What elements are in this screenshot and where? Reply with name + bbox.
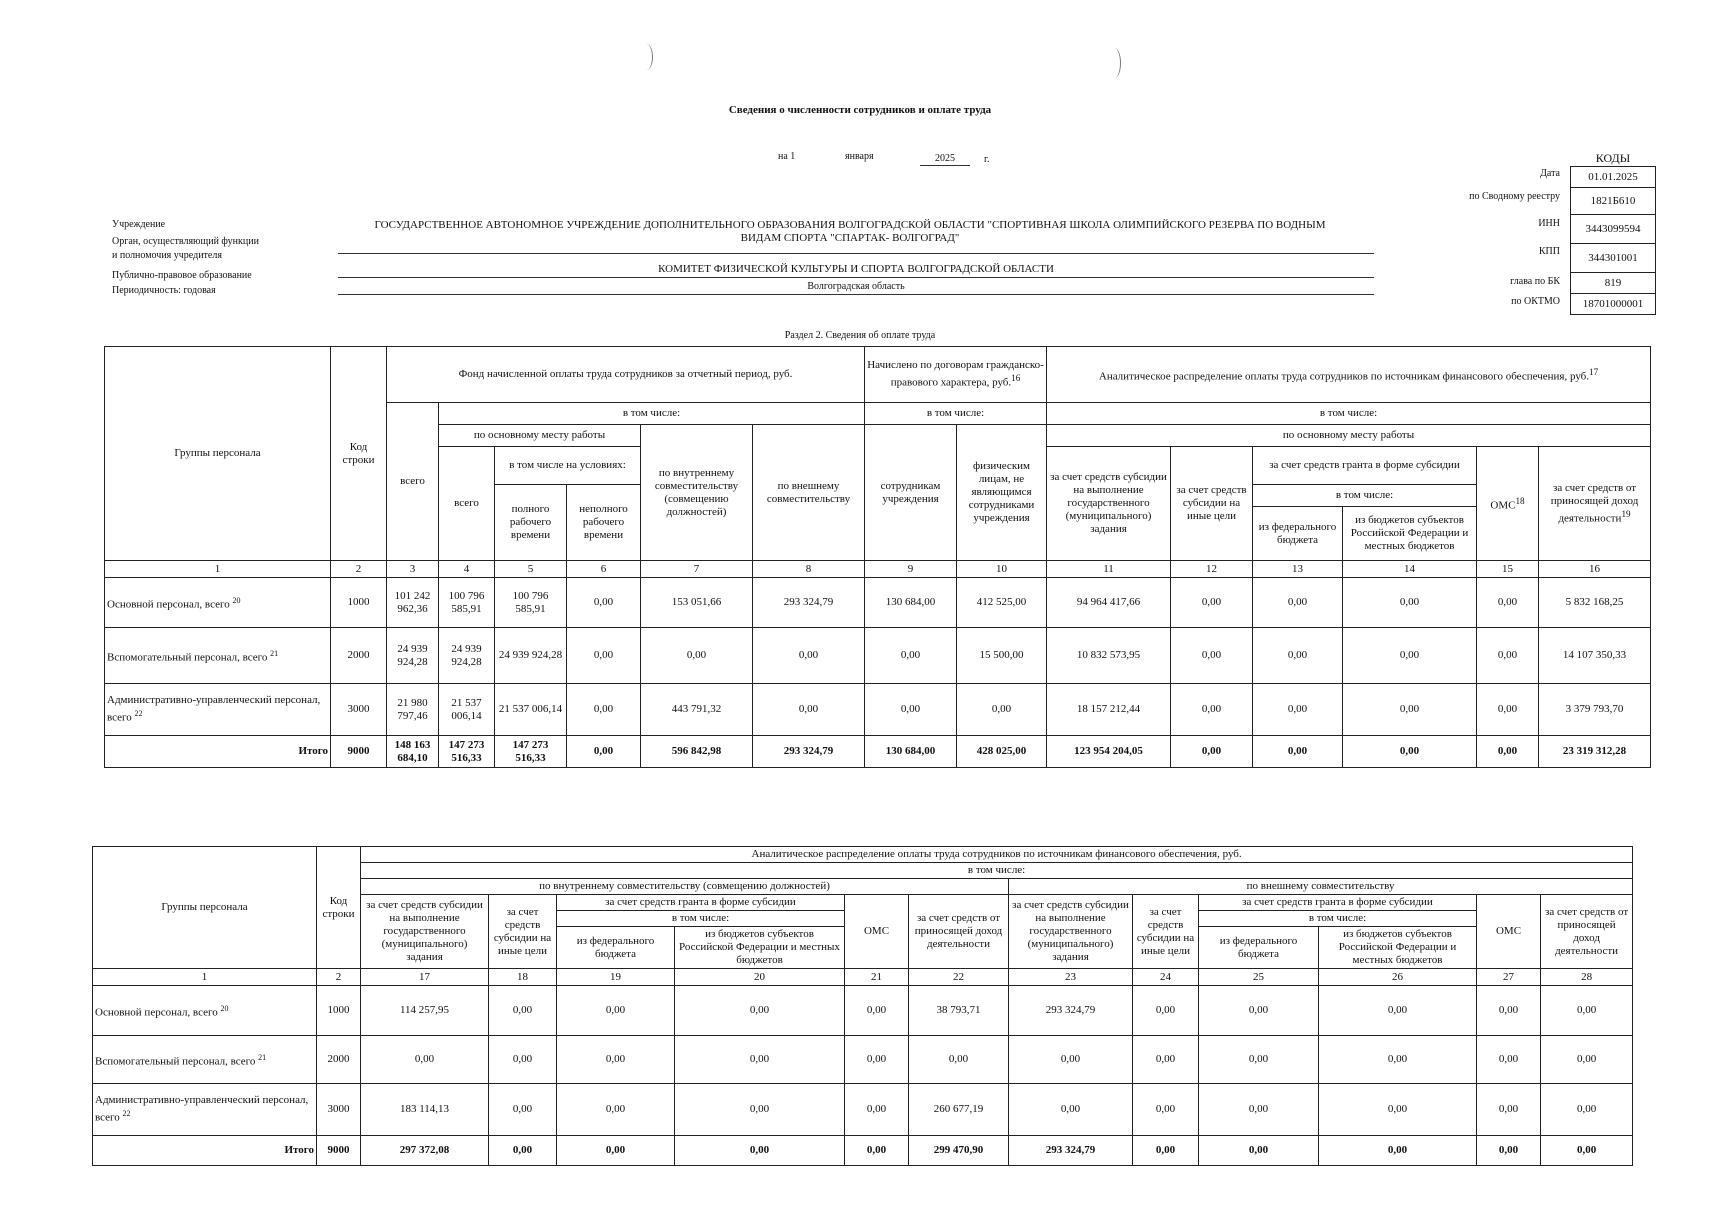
- date-prefix: на 1: [778, 151, 796, 162]
- row-code: 1000: [317, 986, 361, 1036]
- row-value-cell: 147 273 516,33: [495, 736, 567, 768]
- row-value-cell: 0,00: [1009, 1036, 1133, 1084]
- row-value-cell: 5 832 168,25: [1539, 578, 1651, 628]
- t2-h-anal: Аналитическое распределение оплаты труда сотрудников по источникам финансового обеспечения, руб.: [361, 847, 1633, 863]
- code-value-registry: 1821Б610: [1571, 188, 1656, 215]
- t2-h-ext-fed: из федерального бюджета: [1199, 927, 1319, 969]
- t1-colnum: 7: [641, 561, 753, 578]
- t1-h-oms-text: ОМС: [1490, 499, 1516, 512]
- row-group-label: Административно-управленческий персонал, всего: [95, 1094, 309, 1124]
- t2-colnum: 17: [361, 969, 489, 986]
- row-value-cell: 297 372,08: [361, 1136, 489, 1166]
- t1-row-aux: [105, 628, 1651, 684]
- row-group-name: [105, 684, 331, 736]
- row-value-cell: 0,00: [1253, 684, 1343, 736]
- row-value-cell: 0,00: [845, 1036, 909, 1084]
- row-footnote-ref: 22: [134, 709, 143, 719]
- row-code: 1000: [331, 578, 387, 628]
- row-value-cell: 0,00: [489, 986, 557, 1036]
- t1-h-external: по внешнему совместительству: [753, 425, 865, 561]
- code-label-oktmo: по ОКТМО: [1511, 296, 1560, 307]
- row-value-cell: 596 842,98: [641, 736, 753, 768]
- t2-colnum: 24: [1133, 969, 1199, 986]
- t1-h-fund-total: всего: [387, 403, 439, 561]
- row-value-cell: 0,00: [1343, 578, 1477, 628]
- t1-h-subsidy-task: за счет средств субсидии на выполнение государственного (муниципального) задания: [1047, 447, 1171, 561]
- row-value-cell: 299 470,90: [909, 1136, 1009, 1166]
- code-label-inn: ИНН: [1538, 218, 1560, 229]
- row-value-cell: 0,00: [957, 684, 1047, 736]
- t1-h-fund-incl: в том числе:: [439, 403, 865, 425]
- row-value-cell: 24 939 924,28: [439, 628, 495, 684]
- row-value-cell: 293 324,79: [1009, 1136, 1133, 1166]
- t1-h-gph: [865, 347, 1047, 403]
- t2-h-incl: в том числе:: [361, 863, 1633, 879]
- codes-table: [1570, 166, 1656, 315]
- t1-h-gph-sup: 16: [1011, 373, 1021, 384]
- t1-colnum: 2: [331, 561, 387, 578]
- t1-h-incl-cond: в том числе на условиях:: [495, 447, 641, 485]
- t1-h-individuals: физическим лицам, не являющимся сотрудниками учреждения: [957, 425, 1047, 561]
- t1-h-income-sup: 19: [1621, 508, 1631, 519]
- t1-h-groups: Группы персонала: [105, 347, 331, 561]
- row-value-cell: 0,00: [1477, 1136, 1541, 1166]
- t2-h-ext-reg: из бюджетов субъектов Российской Федерации и местных бюджетов: [1319, 927, 1477, 969]
- t1-row-total: [105, 736, 1651, 768]
- t1-h-main: по основному месту работы: [439, 425, 641, 447]
- t2-h-ext-grant: за счет средств гранта в форме субсидии: [1199, 895, 1477, 911]
- row-value-cell: 0,00: [1171, 736, 1253, 768]
- row-value-cell: 0,00: [753, 684, 865, 736]
- row-value-cell: 21 537 006,14: [495, 684, 567, 736]
- row-footnote-ref: 21: [258, 1052, 267, 1062]
- row-value-cell: 0,00: [1199, 1036, 1319, 1084]
- t1-h-fed: из федерального бюджета: [1253, 507, 1343, 561]
- row-value-cell: 14 107 350,33: [1539, 628, 1651, 684]
- t1-h-fund: Фонд начисленной оплаты труда сотрудников за отчетный период, руб.: [387, 347, 865, 403]
- row-group-name: [93, 1036, 317, 1084]
- row-value-cell: 0,00: [489, 1084, 557, 1136]
- row-value-cell: 0,00: [753, 628, 865, 684]
- row-value-cell: 100 796 585,91: [495, 578, 567, 628]
- row-value-cell: 0,00: [1477, 736, 1539, 768]
- row-value-cell: 0,00: [1319, 1136, 1477, 1166]
- row-group-name: [93, 1084, 317, 1136]
- row-code: 3000: [331, 684, 387, 736]
- row-value-cell: 130 684,00: [865, 578, 957, 628]
- founder-underline: [338, 277, 1374, 278]
- row-value-cell: 0,00: [1199, 1084, 1319, 1136]
- row-value-cell: 0,00: [1541, 986, 1633, 1036]
- t2-h-internal: по внутреннему совместительству (совмещению должностей): [361, 879, 1009, 895]
- date-year: 2025: [920, 153, 970, 166]
- t2-h-int-reg: из бюджетов субъектов Российской Федерации и местных бюджетов: [675, 927, 845, 969]
- row-value-cell: 100 796 585,91: [439, 578, 495, 628]
- t2-row-main: [93, 986, 1633, 1036]
- row-value-cell: 293 324,79: [1009, 986, 1133, 1036]
- row-footnote-ref: 22: [122, 1109, 131, 1119]
- row-value-cell: 15 500,00: [957, 628, 1047, 684]
- row-value-cell: 23 319 312,28: [1539, 736, 1651, 768]
- row-value-cell: 0,00: [1171, 578, 1253, 628]
- row-value-cell: 0,00: [1133, 1036, 1199, 1084]
- date-suffix: г.: [984, 154, 990, 165]
- row-code: 9000: [317, 1136, 361, 1166]
- row-code: 2000: [331, 628, 387, 684]
- t2-colnum: 20: [675, 969, 845, 986]
- t2-h-code: Код строки: [317, 847, 361, 969]
- row-value-cell: 0,00: [557, 1084, 675, 1136]
- code-label-date: Дата: [1540, 168, 1560, 179]
- row-value-cell: 10 832 573,95: [1047, 628, 1171, 684]
- row-value-cell: 0,00: [1477, 1084, 1541, 1136]
- row-value-cell: 0,00: [1133, 1084, 1199, 1136]
- row-value-cell: 0,00: [557, 986, 675, 1036]
- row-group-name: [105, 736, 331, 768]
- t2-h-int-fed: из федерального бюджета: [557, 927, 675, 969]
- row-value-cell: 0,00: [1171, 628, 1253, 684]
- row-value-cell: 0,00: [845, 1084, 909, 1136]
- institution-underline: [338, 253, 1374, 254]
- row-value-cell: 0,00: [489, 1136, 557, 1166]
- t1-colnum: 14: [1343, 561, 1477, 578]
- t2-colnum: 1: [93, 969, 317, 986]
- t1-colnum: 13: [1253, 561, 1343, 578]
- row-value-cell: 0,00: [489, 1036, 557, 1084]
- t2-colnum: 23: [1009, 969, 1133, 986]
- t1-h-part: неполного рабочего времени: [567, 485, 641, 561]
- t1-colnum: 1: [105, 561, 331, 578]
- code-value-inn: 3443099594: [1571, 215, 1656, 244]
- t2-colnum: 27: [1477, 969, 1541, 986]
- t1-col-numbers: [105, 561, 1651, 578]
- row-value-cell: 0,00: [865, 684, 957, 736]
- code-value-kpp: 344301001: [1571, 244, 1656, 273]
- code-label-bk: глава по БК: [1510, 276, 1560, 287]
- row-value-cell: 101 242 962,36: [387, 578, 439, 628]
- label-period: Периодичность: годовая: [112, 285, 216, 296]
- row-value-cell: 24 939 924,28: [495, 628, 567, 684]
- t2-h-ext-grant-incl: в том числе:: [1199, 911, 1477, 927]
- row-value-cell: 0,00: [1253, 578, 1343, 628]
- t2-h-ext-subsidy-other: за счет средств субсидии на иные цели: [1133, 895, 1199, 969]
- t2-h-groups: Группы персонала: [93, 847, 317, 969]
- entity-underline: [338, 294, 1374, 295]
- label-institution: Учреждение: [112, 219, 166, 230]
- row-code: 2000: [317, 1036, 361, 1084]
- payroll-table-2: [92, 846, 1633, 1166]
- row-value-cell: 0,00: [1343, 628, 1477, 684]
- t1-h-income: [1539, 447, 1651, 561]
- t1-h-full: полного рабочего времени: [495, 485, 567, 561]
- row-value-cell: 24 939 924,28: [387, 628, 439, 684]
- row-value-cell: 183 114,13: [361, 1084, 489, 1136]
- t2-colnum: 2: [317, 969, 361, 986]
- t1-row-main: [105, 578, 1651, 628]
- row-value-cell: 0,00: [1199, 986, 1319, 1036]
- founder-name: КОМИТЕТ ФИЗИЧЕСКОЙ КУЛЬТУРЫ И СПОРТА ВОЛГОГРАДСКОЙ ОБЛАСТИ: [658, 263, 1054, 275]
- t1-h-internal: по внутреннему совместительству (совмещению должностей): [641, 425, 753, 561]
- row-value-cell: 0,00: [1319, 986, 1477, 1036]
- institution-name-2: ВИДАМ СПОРТА "СПАРТАК- ВОЛГОГРАД": [740, 232, 960, 244]
- row-value-cell: 94 964 417,66: [1047, 578, 1171, 628]
- entity-name: Волгоградская область: [807, 281, 905, 292]
- row-value-cell: 412 525,00: [957, 578, 1047, 628]
- t2-h-int-oms: ОМС: [845, 895, 909, 969]
- t1-colnum: 8: [753, 561, 865, 578]
- row-value-cell: 0,00: [1541, 1036, 1633, 1084]
- label-founder-1: Орган, осуществляющий функции: [112, 236, 259, 247]
- t1-h-employees: сотрудникам учреждения: [865, 425, 957, 561]
- t1-h-oms-sup: 18: [1515, 495, 1525, 506]
- t1-colnum: 16: [1539, 561, 1651, 578]
- row-value-cell: 293 324,79: [753, 736, 865, 768]
- row-value-cell: 0,00: [1343, 684, 1477, 736]
- label-founder-2: и полномочия учредителя: [112, 250, 222, 261]
- t1-colnum: 3: [387, 561, 439, 578]
- row-value-cell: 0,00: [675, 1036, 845, 1084]
- row-value-cell: 0,00: [1477, 684, 1539, 736]
- row-footnote-ref: 21: [270, 648, 279, 658]
- row-value-cell: 0,00: [1133, 1136, 1199, 1166]
- row-group-name: [105, 628, 331, 684]
- row-group-label: Основной персонал, всего: [95, 1006, 218, 1019]
- row-group-label: Административно-управленческий персонал, всего: [107, 694, 321, 724]
- row-value-cell: 0,00: [567, 684, 641, 736]
- row-value-cell: 443 791,32: [641, 684, 753, 736]
- row-group-label: Основной персонал, всего: [107, 598, 230, 611]
- t1-h-anal: [1047, 347, 1651, 403]
- t2-colnum: 18: [489, 969, 557, 986]
- t1-colnum: 11: [1047, 561, 1171, 578]
- row-value-cell: 0,00: [1253, 628, 1343, 684]
- institution-name-1: ГОСУДАРСТВЕННОЕ АВТОНОМНОЕ УЧРЕЖДЕНИЕ ДОПОЛНИТЕЛЬНОГО ОБРАЗОВАНИЯ ВОЛГОГРАДСКОЙ ОБЛАСТИ "СПОРТИВНАЯ ШКОЛА ОЛИМПИЙСКОГО РЕЗЕРВА ПО ВОДНЫМ: [374, 219, 1326, 231]
- t2-h-ext-subsidy-task: за счет средств субсидии на выполнение государственного (муниципального) задания: [1009, 895, 1133, 969]
- row-group-name: [105, 578, 331, 628]
- code-value-bk: 819: [1571, 273, 1656, 294]
- row-value-cell: 130 684,00: [865, 736, 957, 768]
- t1-colnum: 5: [495, 561, 567, 578]
- t2-h-int-grant: за счет средств гранта в форме субсидии: [557, 895, 845, 911]
- row-code: 9000: [331, 736, 387, 768]
- t2-colnum: 22: [909, 969, 1009, 986]
- row-value-cell: 0,00: [361, 1036, 489, 1084]
- t1-h-subsidy-other: за счет средств субсидии на иные цели: [1171, 447, 1253, 561]
- row-value-cell: 0,00: [567, 628, 641, 684]
- row-value-cell: 0,00: [1171, 684, 1253, 736]
- row-value-cell: 0,00: [1477, 578, 1539, 628]
- row-value-cell: 0,00: [675, 1084, 845, 1136]
- section-title: Раздел 2. Сведения об оплате труда: [784, 330, 936, 341]
- row-value-cell: 3 379 793,70: [1539, 684, 1651, 736]
- t2-h-int-subsidy-task: за счет средств субсидии на выполнение государственного (муниципального) задания: [361, 895, 489, 969]
- row-value-cell: 148 163 684,10: [387, 736, 439, 768]
- row-group-name: [93, 986, 317, 1036]
- page-title: Сведения о численности сотрудников и оплате труда: [728, 104, 992, 116]
- t1-colnum: 4: [439, 561, 495, 578]
- t1-h-reg: из бюджетов субъектов Российской Федерации и местных бюджетов: [1343, 507, 1477, 561]
- row-value-cell: 0,00: [567, 736, 641, 768]
- t1-row-admin: [105, 684, 1651, 736]
- t1-h-code: Код строки: [331, 347, 387, 561]
- row-value-cell: 428 025,00: [957, 736, 1047, 768]
- t2-h-int-income: за счет средств от приносящей доход деятельности: [909, 895, 1009, 969]
- row-group-label: Вспомогательный персонал, всего: [95, 1055, 256, 1068]
- row-value-cell: 123 954 204,05: [1047, 736, 1171, 768]
- row-value-cell: 293 324,79: [753, 578, 865, 628]
- codes-header: КОДЫ: [1595, 151, 1631, 165]
- t1-h-income-text: за счет средств от приносящей доход деятельности: [1550, 481, 1639, 525]
- t2-col-numbers: [93, 969, 1633, 986]
- row-value-cell: 0,00: [1133, 986, 1199, 1036]
- row-value-cell: 38 793,71: [909, 986, 1009, 1036]
- code-label-kpp: КПП: [1538, 246, 1560, 257]
- row-value-cell: 0,00: [1319, 1084, 1477, 1136]
- t1-h-main-total: всего: [439, 447, 495, 561]
- t2-h-int-grant-incl: в том числе:: [557, 911, 845, 927]
- punch-mark-right: [1108, 48, 1121, 78]
- row-value-cell: 0,00: [865, 628, 957, 684]
- t1-h-gph-text: Начислено по договорам гражданско-правового характера, руб.: [867, 359, 1044, 389]
- t1-colnum: 9: [865, 561, 957, 578]
- t1-colnum: 12: [1171, 561, 1253, 578]
- t1-h-gph-incl: в том числе:: [865, 403, 1047, 425]
- t2-colnum: 19: [557, 969, 675, 986]
- row-value-cell: 260 677,19: [909, 1084, 1009, 1136]
- punch-mark-left: [640, 44, 653, 70]
- row-value-cell: 0,00: [1253, 736, 1343, 768]
- row-value-cell: 0,00: [567, 578, 641, 628]
- row-value-cell: 21 537 006,14: [439, 684, 495, 736]
- row-value-cell: 0,00: [557, 1136, 675, 1166]
- row-value-cell: 0,00: [557, 1036, 675, 1084]
- row-value-cell: 0,00: [845, 986, 909, 1036]
- row-value-cell: 147 273 516,33: [439, 736, 495, 768]
- t2-colnum: 21: [845, 969, 909, 986]
- code-value-date: 01.01.2025: [1571, 167, 1656, 188]
- t2-h-ext-income: за счет средств от приносящей доход деятельности: [1541, 895, 1633, 969]
- row-value-cell: 0,00: [909, 1036, 1009, 1084]
- date-month: января: [845, 151, 874, 162]
- label-entity: Публично-правовое образование: [112, 270, 252, 281]
- t1-h-grant-incl: в том числе:: [1253, 485, 1477, 507]
- row-value-cell: 18 157 212,44: [1047, 684, 1171, 736]
- t2-row-aux: [93, 1036, 1633, 1084]
- row-group-label: Итого: [298, 745, 328, 757]
- t1-h-anal-main: по основному месту работы: [1047, 425, 1651, 447]
- t1-colnum: 15: [1477, 561, 1539, 578]
- row-group-label: Вспомогательный персонал, всего: [107, 651, 268, 664]
- row-value-cell: 153 051,66: [641, 578, 753, 628]
- t2-colnum: 28: [1541, 969, 1633, 986]
- code-label-registry: по Сводному реестру: [1469, 191, 1560, 202]
- t2-row-admin: [93, 1084, 1633, 1136]
- row-value-cell: 0,00: [1319, 1036, 1477, 1084]
- t1-h-anal-text: Аналитическое распределение оплаты труда сотрудников по источникам финансового обеспечения, руб.: [1098, 370, 1590, 383]
- t1-h-anal-sup: 17: [1589, 366, 1599, 377]
- row-value-cell: 0,00: [675, 1136, 845, 1166]
- row-value-cell: 0,00: [1343, 736, 1477, 768]
- t2-h-external: по внешнему совместительству: [1009, 879, 1633, 895]
- row-code: 3000: [317, 1084, 361, 1136]
- t2-row-total: [93, 1136, 1633, 1166]
- row-group-name: [93, 1136, 317, 1166]
- t1-colnum: 10: [957, 561, 1047, 578]
- row-value-cell: 0,00: [675, 986, 845, 1036]
- t2-h-ext-oms: ОМС: [1477, 895, 1541, 969]
- t1-h-oms: [1477, 447, 1539, 561]
- row-footnote-ref: 20: [220, 1003, 229, 1013]
- row-value-cell: 0,00: [1477, 1036, 1541, 1084]
- payroll-table-1: [104, 346, 1651, 768]
- row-value-cell: 114 257,95: [361, 986, 489, 1036]
- code-value-oktmo: 18701000001: [1571, 294, 1656, 315]
- t1-h-anal-incl: в том числе:: [1047, 403, 1651, 425]
- t2-colnum: 25: [1199, 969, 1319, 986]
- row-value-cell: 0,00: [1477, 986, 1541, 1036]
- row-group-label: Итого: [284, 1144, 314, 1156]
- row-value-cell: 0,00: [1199, 1136, 1319, 1166]
- row-value-cell: 21 980 797,46: [387, 684, 439, 736]
- row-value-cell: 0,00: [1541, 1084, 1633, 1136]
- row-value-cell: 0,00: [1541, 1136, 1633, 1166]
- t2-h-int-subsidy-other: за счет средств субсидии на иные цели: [489, 895, 557, 969]
- row-value-cell: 0,00: [1009, 1084, 1133, 1136]
- t1-h-grant: за счет средств гранта в форме субсидии: [1253, 447, 1477, 485]
- t1-colnum: 6: [567, 561, 641, 578]
- t2-colnum: 26: [1319, 969, 1477, 986]
- row-value-cell: 0,00: [845, 1136, 909, 1166]
- row-value-cell: 0,00: [1477, 628, 1539, 684]
- row-footnote-ref: 20: [232, 595, 241, 605]
- row-value-cell: 0,00: [641, 628, 753, 684]
